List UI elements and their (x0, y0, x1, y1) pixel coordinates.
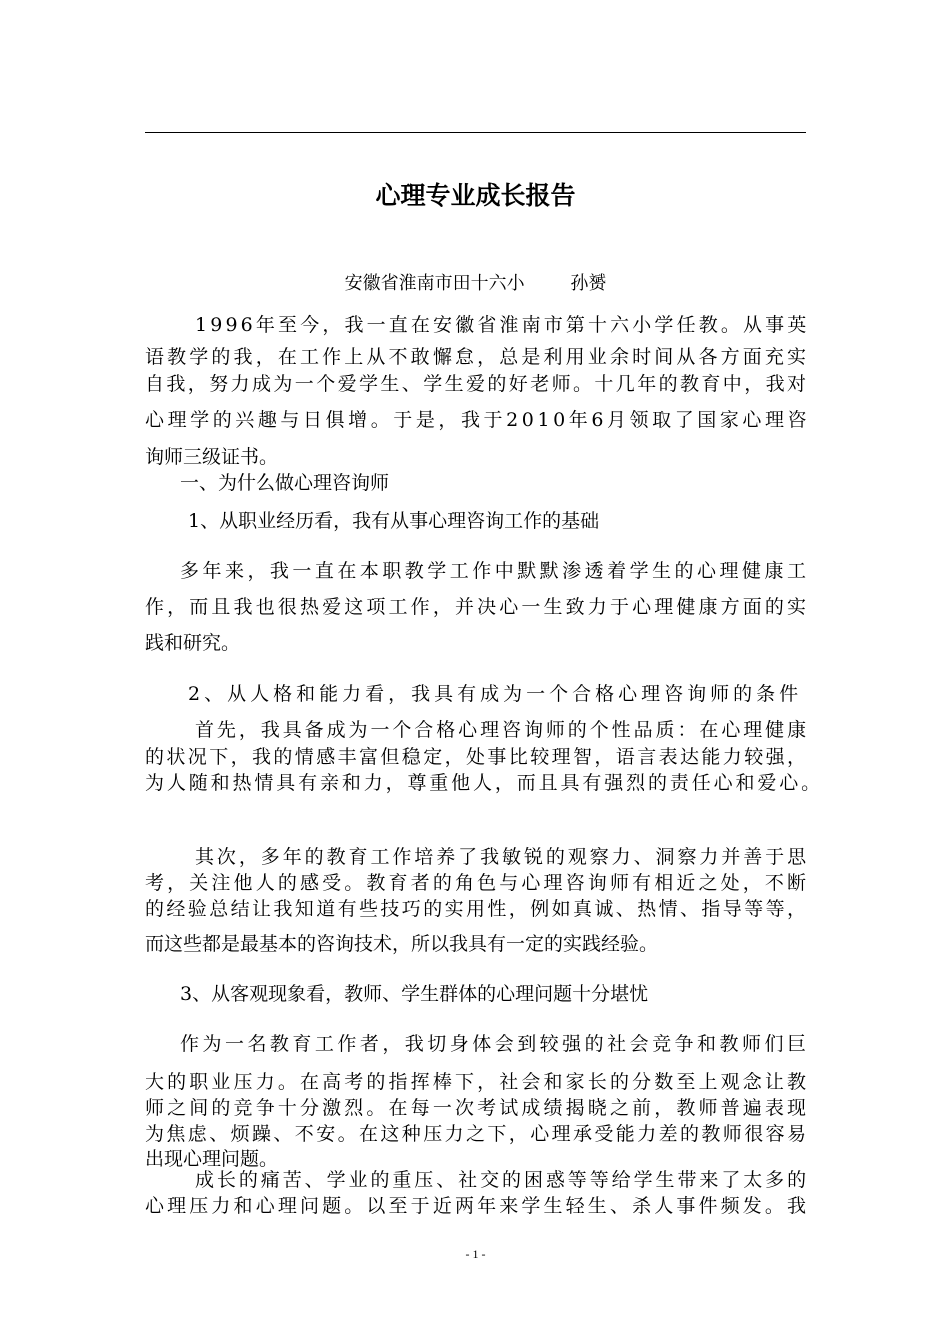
text-line: 大的职业压力。在高考的指挥棒下，社会和家长的分数至上观念让教 (145, 1071, 810, 1093)
text-line: 其次，多年的教育工作培养了我敏锐的观察力、洞察力并善于思 (195, 846, 810, 868)
text-line: 而这些都是最基本的咨询技术，所以我具有一定的实践经验。 (145, 933, 659, 955)
text-line: 语教学的我，在工作上从不敢懈怠，总是利用业余时间从各方面充实 (145, 346, 810, 368)
text-line: 成长的痛苦、学业的重压、社交的困惑等等给学生带来了太多的 (195, 1169, 810, 1191)
text-line: 践和研究。 (145, 632, 241, 654)
document-title: 心理专业成长报告 (375, 181, 576, 210)
subsection-heading: 1、从职业经历看，我有从事心理咨询工作的基础 (188, 510, 600, 532)
header-rule (145, 132, 806, 133)
text-line: 作，而且我也很热爱这项工作，并决心一生致力于心理健康方面的实 (145, 596, 810, 618)
text-line: 心理学的兴趣与日俱增。于是，我于2010年6月领取了国家心理咨 (145, 409, 811, 431)
text-line: 多年来，我一直在本职教学工作中默默渗透着学生的心理健康工 (180, 560, 810, 582)
text-line: 1996年至今，我一直在安徽省淮南市第十六小学任教。从事英 (195, 314, 810, 336)
text-line: 为人随和热情具有亲和力，尊重他人，而且具有强烈的责任心和爱心。 (145, 772, 823, 794)
text-line: 为焦虑、烦躁、不安。在这种压力之下，心理承受能力差的教师很容易 (145, 1123, 809, 1145)
text-line: 考，关注他人的感受。教育者的角色与心理咨询师有相近之处，不断 (145, 872, 810, 894)
text-line: 首先，我具备成为一个合格心理咨询师的个性品质：在心理健康 (195, 719, 810, 741)
text-line: 的经验总结让我知道有些技巧的实用性，例如真诚、热情、指导等等， (145, 898, 809, 920)
section-heading: 一、为什么做心理咨询师 (180, 472, 390, 494)
text-line: 师之间的竞争十分激烈。在每一次考试成绩揭晓之前，教师普遍表现 (145, 1097, 810, 1119)
text-line: 的状况下，我的情感丰富但稳定，处事比较理智，语言表达能力较强， (145, 746, 809, 768)
text-line: 出现心理问题。 (145, 1148, 279, 1170)
subsection-heading: 3、从客观现象看，教师、学生群体的心理问题十分堪忧 (180, 983, 649, 1005)
text-line: 心理压力和心理问题。以至于近两年来学生轻生、杀人事件频发。我 (145, 1195, 810, 1217)
text-line: 自我，努力成为一个爱学生、学生爱的好老师。十几年的教育中，我对 (145, 373, 809, 395)
subsection-heading: 2、从人格和能力看，我具有成为一个合格心理咨询师的条件 (188, 683, 803, 705)
page-number: - 1 - (465, 1247, 486, 1261)
text-line: 询师三级证书。 (145, 446, 279, 468)
text-line: 作为一名教育工作者，我切身体会到较强的社会竞争和教师们巨 (180, 1033, 810, 1055)
author-line: 安徽省淮南市田十六小 孙赟 (344, 273, 607, 294)
